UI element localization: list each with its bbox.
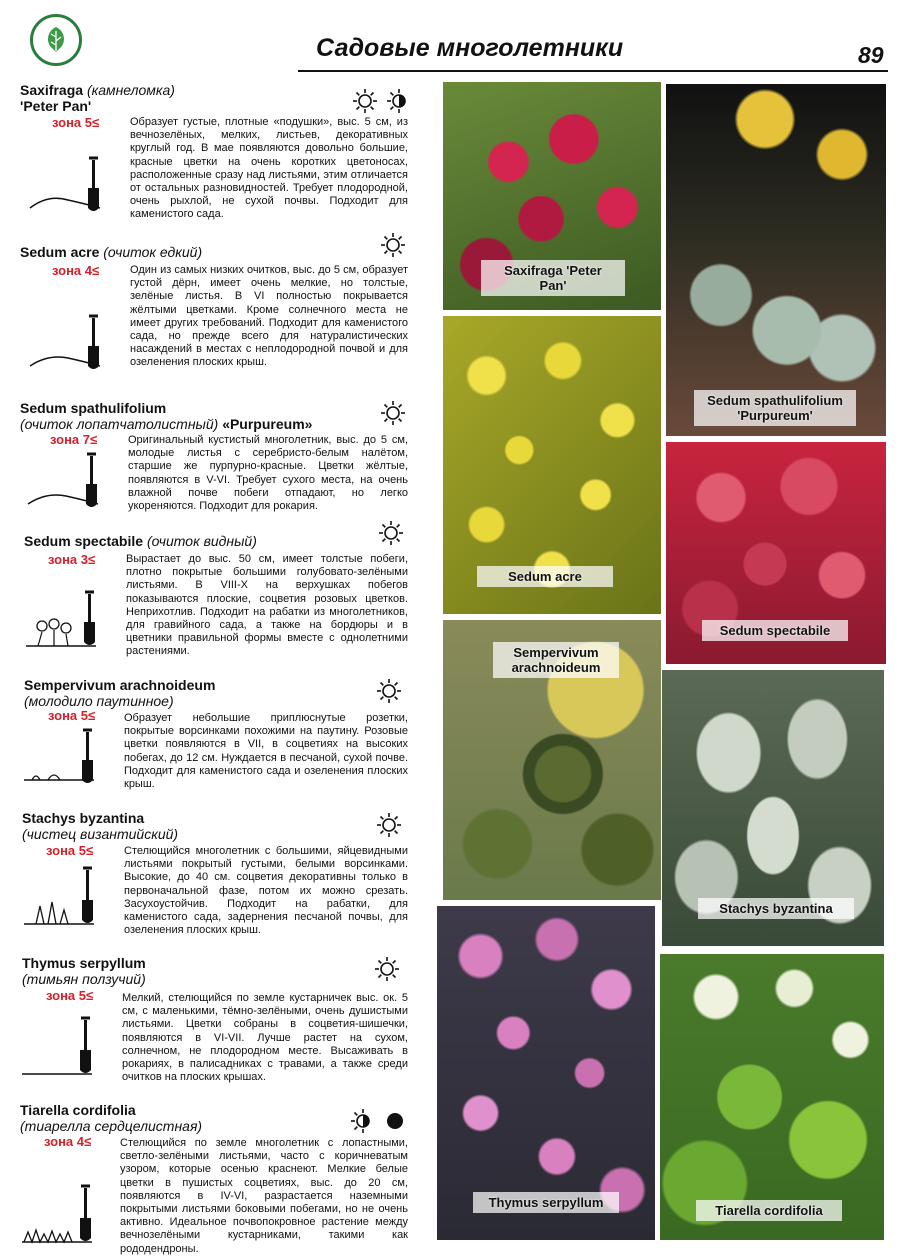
page-title: Садовые многолетники <box>316 34 624 62</box>
russian-name: (молодило паутинное) <box>24 693 174 709</box>
latin-name: Sedum spectabile <box>24 533 144 549</box>
sun-icon <box>376 678 402 704</box>
russian-name: (очиток едкий) <box>103 244 203 260</box>
russian-name: (очиток видный) <box>146 533 257 549</box>
photo-sempervivum <box>443 620 661 900</box>
photo-sedum-acre <box>443 316 661 614</box>
zone-label: зона 5≤ <box>52 115 100 130</box>
latin-name: Stachys byzantina <box>22 810 145 826</box>
light-icons <box>378 520 404 546</box>
half-shade-icon <box>386 88 412 114</box>
zone-label: зона 4≤ <box>44 1134 92 1149</box>
photo-caption: Sempervivum arachnoideum <box>493 642 619 678</box>
header-divider <box>298 70 888 72</box>
plant-description: Стелющийся по земле многолетник с лопастными, светло-зелёными листьями, часто с коричневатым узором, которые осенью краснеют. Мелкие белые цветки в пушистых соцветиях, выс. до 20 см, появляются в IV-VI, разрастается наземными покрытыми листьями боковыми побегами, но не очень активно. Идеальное почвопокровное растение между вечнозелёными кустарниками, такими как рододендроны. <box>120 1137 408 1255</box>
sun-icon <box>376 812 402 838</box>
zone-label: зона 3≤ <box>48 552 96 567</box>
cultivar-name: «Purpureum» <box>222 416 313 432</box>
light-icons <box>374 956 400 982</box>
latin-name: Thymus serpyllum <box>22 955 146 971</box>
latin-name: Saxifraga <box>20 82 84 98</box>
plant-entry-sedum-spectabile <box>24 533 416 549</box>
photo-caption: Sedum spectabile <box>702 620 848 641</box>
zone-label: зона 5≤ <box>48 708 96 723</box>
plant-entry-sedum-acre <box>20 244 412 260</box>
sun-icon <box>352 88 378 114</box>
half-shade-icon <box>350 1108 376 1134</box>
leaf-logo-icon <box>30 14 82 66</box>
russian-name: (камнеломка) <box>86 82 175 98</box>
sun-icon <box>378 520 404 546</box>
plant-description: Вырастает до выс. 50 см, имеет толстые побеги, плотно покрытые большими голубовато-зелёными листьями. В VIII-X на верхушках побегов показываются плоские, соцветия розовых цветков. Неприхотлив. Подходит на рабатки из многолетников, для гравийного сада, а также на бордюры и в цветники правильной формы вместе с однолетними растениями. <box>126 553 408 658</box>
sun-icon <box>380 400 406 426</box>
plant-entry-thymus <box>22 955 414 987</box>
zone-label: зона 7≤ <box>50 432 98 447</box>
shade-icon <box>384 1110 406 1132</box>
latin-name: Tiarella cordifolia <box>20 1102 136 1118</box>
latin-name: Sempervivum arachnoideum <box>24 677 216 693</box>
plant-description: Образует густые, плотные «подушки», выс. 5 см, из вечнозелёных, мелких, листьев, декоративных круглый год. В мае появляются довольно большие, красные цветки на очень коротких цветоносах, расположенные сразу над листьями, этим отличается от остальных разновидностей. Требует плодородной, очень рыхлой, не сухой почвы. Подходит для каменистого сада. <box>130 116 408 221</box>
zone-label: зона 5≤ <box>46 988 94 1003</box>
photo-caption: Sedum acre <box>477 566 613 587</box>
photo-caption: Stachys byzantina <box>698 898 854 919</box>
russian-name: (очиток лопатчатолистный) <box>20 416 219 432</box>
sun-icon <box>380 232 406 258</box>
plant-entry-sempervivum <box>24 677 416 709</box>
russian-name: (тимьян ползучий) <box>22 971 146 987</box>
photo-caption: Tiarella cordifolia <box>696 1200 842 1221</box>
zone-label: зона 5≤ <box>46 843 94 858</box>
photo-caption: Sedum spathulifolium 'Purpureum' <box>694 390 856 426</box>
photo-sedum-spathulifolium <box>666 84 886 436</box>
plant-description: Образует небольшие приплюснутые розетки, покрытые ворсинками похожими на паутину. Розовые цветки появляются в VII, в соцветиях на высоких побегах, до 12 см. Нуждается в песчаной, сухой почве. Подходит для каменистого сада и озеленения плоских крыш. <box>124 712 408 791</box>
photo-saxifraga <box>443 82 661 310</box>
planting-depth-icon <box>22 728 102 788</box>
planting-depth-icon <box>20 1016 100 1078</box>
plant-description: Мелкий, стелющийся по земле кустарничек выс. ок. 5 см, с маленькими, тёмно-зелёными, очень душистыми листьями. Цветки собраны в соцветия-шишечки, появляются в VI-VII. Лучше растет на сухом, солнечном, не плодородном месте. Высаживать в рокариях, в палисадниках с травами, а также среди очитков на плоских крышах. <box>122 992 408 1084</box>
cultivar-name: 'Peter Pan' <box>20 98 92 114</box>
plant-entry-stachys <box>22 810 414 842</box>
photo-thymus <box>437 906 655 1240</box>
planting-depth-icon <box>28 314 108 374</box>
zone-label: зона 4≤ <box>52 263 100 278</box>
planting-depth-icon <box>26 452 106 512</box>
light-icons <box>380 400 406 426</box>
photo-stachys <box>662 670 884 946</box>
plant-description: Один из самых низких очитков, выс. до 5 см, образует густой дёрн, имеет очень мелкие, но толстые, зелёные листья. В VI полностью покрывается жёлтыми цветками. Кроме солнечного места не имеет других требований. Подходит для каменистого сада, но прежде всего для натуралистических насаждений в местах с неплодородной почвой и для озеленения плоских крыш. <box>130 264 408 369</box>
page-number: 89 <box>858 42 884 68</box>
photo-tiarella <box>660 954 884 1240</box>
light-icons <box>350 1108 406 1134</box>
planting-depth-icon <box>22 866 102 928</box>
latin-name: Sedum acre <box>20 244 100 260</box>
russian-name: (чистец византийский) <box>22 826 179 842</box>
plant-description: Оригинальный кустистый многолетник, выс. до 5 см, молодые листья с серебристо-белым налётом, старшие же пурпурно-красные. Цветки жёлтые, появляются в V-VI. Требует сухого места, на очень влажной почве побеги отпадают, но легко укореняются. Подходит для рокария. <box>128 434 408 513</box>
planting-depth-icon <box>24 590 104 650</box>
russian-name: (тиарелла сердцелистная) <box>20 1118 203 1134</box>
light-icons <box>380 232 406 258</box>
latin-name: Sedum spathulifolium <box>20 400 167 416</box>
photo-sedum-spectabile <box>666 442 886 664</box>
planting-depth-icon <box>28 156 108 216</box>
planting-depth-icon <box>20 1184 100 1246</box>
sun-icon <box>374 956 400 982</box>
photo-caption: Thymus serpyllum <box>473 1192 619 1213</box>
plant-entry-sedum-spathulifolium <box>20 400 412 432</box>
light-icons <box>352 88 412 114</box>
light-icons <box>376 812 402 838</box>
light-icons <box>376 678 402 704</box>
photo-caption: Saxifraga 'Peter Pan' <box>481 260 625 296</box>
plant-description: Стелющийся многолетник с большими, яйцевидными листьями покрытый густыми, белыми ворсинками. Высокие, до 40 см. соцветия декоративны только в первоначальной фазе, потом их можно срезать. Засухоустойчив. Подходит на рабатки, для каменистого сада, задернения песчаной почвы, для озеленения плоских крыш. <box>124 845 408 937</box>
